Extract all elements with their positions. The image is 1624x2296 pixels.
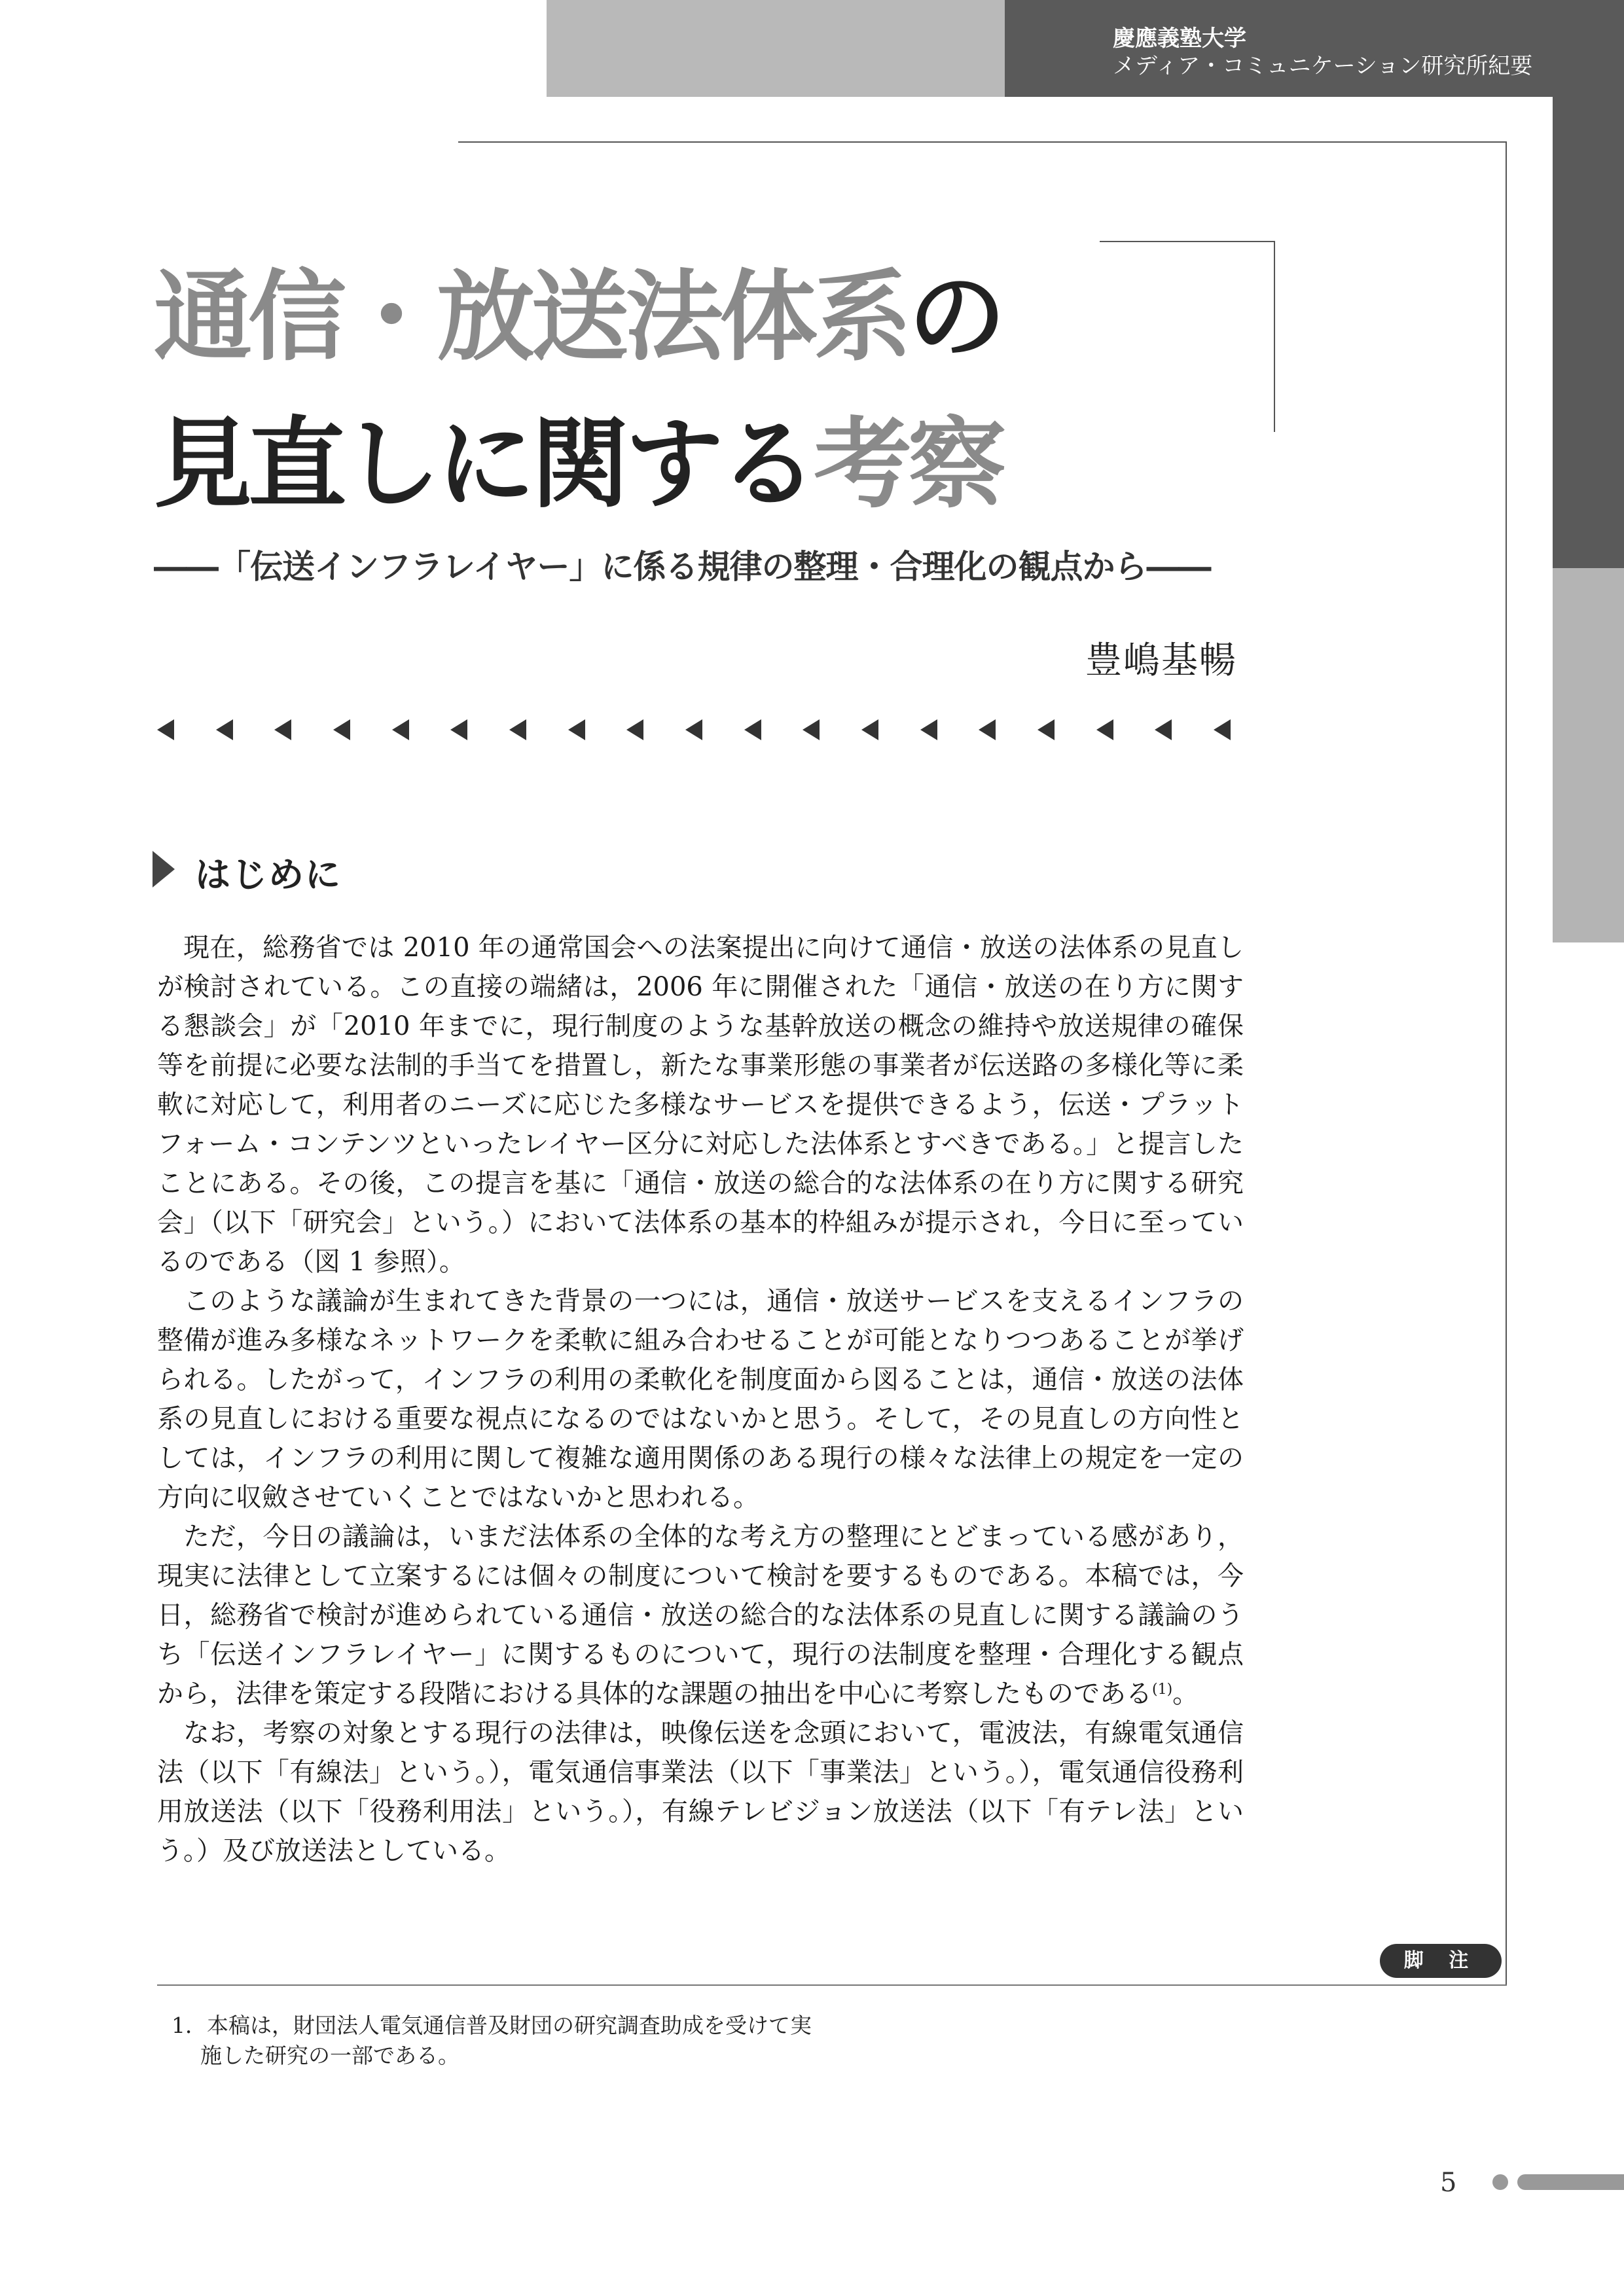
body-paragraph: なお，考察の対象とする現行の法律は，映像伝送を念頭において，電波法，有線電気通信法（以下「有線法」という。），電気通信事業法（以下「事業法」という。），電気通信役務利用放送法（以下「役務利用法」という。），有線テレビジョン放送法（以下「有テレ法」という。）及び放送法としている。: [157, 1718, 1244, 1866]
footnote-line: 施した研究の一部である。: [200, 2043, 460, 2068]
triangle-left-icon: [920, 719, 937, 740]
triangle-left-icon: [744, 719, 761, 740]
university-name: 慶應義塾大学: [1113, 26, 1246, 52]
title-line1-gray: 通信・放送法体系: [154, 260, 909, 374]
triangle-left-icon: [1038, 719, 1055, 740]
body-paragraph: [157, 1517, 1244, 1713]
footnote-line: 1．本稿は，財団法人電気通信普及財団の研究調査助成を受けて実: [171, 2013, 812, 2038]
triangle-left-icon: [1096, 719, 1113, 740]
figure-reference: 図 1 参照: [314, 1247, 426, 1277]
footnote-1: [171, 2011, 826, 2071]
page-number: 5: [1440, 2168, 1457, 2198]
body-paragraph: このような議論が生まれてきた背景の一つには，通信・放送サービスを支えるインフラの整備が進み多様なネットワークを柔軟に組み合わせることが可能となりつつあることが挙げられる。したがって，インフラの利用の柔軟化を制度面から図ることは，通信・放送の法体系の見直しにおける重要な視点になるのではないかと思う。そして，その見直しの方向性としては，インフラの利用に関して複雑な適用関係のある現行の様々な法律上の規定を一定の方向に収斂させていくことではないかと思われる。: [157, 1286, 1244, 1513]
triangle-left-icon: [216, 719, 233, 740]
author-name: 豊嶋基暢: [1085, 639, 1237, 682]
paragraph-text-end: 。: [1172, 1679, 1199, 1709]
paragraph-text: ただ，今日の議論は，いまだ法体系の全体的な考え方の整理にとどまっている感があり，現実に法律として立案するには個々の制度について検討を要するものである。本稿では，今日，総務省で検討が進められている通信・放送の総合的な法体系の見直しに関する議論のうち「伝送インフラレイヤー」に関するものについて，現行の法制度を整理・合理化する観点から，法律を策定する段階における具体的な課題の抽出を中心に考察したものである: [157, 1522, 1244, 1709]
title-corner-rule-v: [1274, 241, 1275, 432]
footnote-marker[interactable]: (1): [1152, 1681, 1173, 1698]
triangle-left-icon: [568, 719, 585, 740]
triangle-left-icon: [1214, 719, 1231, 740]
article-body: [157, 928, 1244, 1871]
footnote-badge: 脚 注: [1380, 1944, 1502, 1978]
title-line1-black: の: [908, 260, 1003, 374]
decorative-triangle-row: [157, 713, 1231, 746]
triangle-left-icon: [861, 719, 878, 740]
triangle-left-icon: [803, 719, 820, 740]
page-dot-icon: [1492, 2174, 1508, 2190]
section-marker-icon: [153, 851, 175, 888]
side-tab-light: [1553, 568, 1624, 942]
title-line2-gray: 考察: [814, 408, 1003, 522]
journal-name: メディア・コミュニケーション研究所紀要: [1113, 53, 1533, 79]
paragraph-text: 現在，総務省では 2010 年の通常国会への法案提出に向けて通信・放送の法体系の見直しが検討されている。この直接の端緒は，2006 年に開催された「通信・放送の在り方に関する懇談会」が「2010 年までに，現行制度のような基幹放送の概念の維持や放送規律の確保等を前提に必要な法制的手当てを措置し，新たな事業形態の事業者が伝送路の多様化等に柔軟に対応して，利用者のニーズに応じた多様なサービスを提供できるよう，伝送・プラットフォーム・コンテンツといったレイヤー区分に対応した法体系とすべきである。」と提言したことにある。その後，この提言を基に「通信・放送の総合的な法体系の在り方に関する研究会」（以下「研究会」という。）において法体系の基本的枠組みが提示され，今日に至っているのである（: [157, 933, 1244, 1277]
footnote-divider: [157, 1984, 1507, 1986]
triangle-left-icon: [157, 719, 174, 740]
section-heading: はじめに: [195, 854, 342, 895]
title-line2-black: 見直しに関する: [154, 408, 814, 522]
triangle-left-icon: [626, 719, 643, 740]
triangle-left-icon: [450, 719, 467, 740]
triangle-left-icon: [274, 719, 291, 740]
triangle-left-icon: [333, 719, 350, 740]
triangle-left-icon: [1155, 719, 1172, 740]
header-band-light: [547, 0, 1005, 97]
side-tab-dark: [1553, 97, 1624, 568]
triangle-left-icon: [685, 719, 702, 740]
paragraph-text-end: ）。: [425, 1247, 465, 1277]
page-bar-decoration: [1517, 2174, 1624, 2190]
frame-top-rule: [458, 141, 1507, 143]
triangle-left-icon: [979, 719, 996, 740]
title-corner-rule-h: [1100, 241, 1275, 242]
triangle-left-icon: [392, 719, 409, 740]
journal-header: [1113, 25, 1532, 80]
article-title-line1: [154, 262, 1002, 373]
article-title-line2: [154, 409, 1002, 520]
article-subtitle: ――「伝送インフラレイヤー」に係る規律の整理・合理化の観点から――: [154, 548, 1211, 586]
body-paragraph: [157, 928, 1244, 1282]
triangle-left-icon: [509, 719, 526, 740]
frame-right-rule: [1506, 141, 1507, 1984]
